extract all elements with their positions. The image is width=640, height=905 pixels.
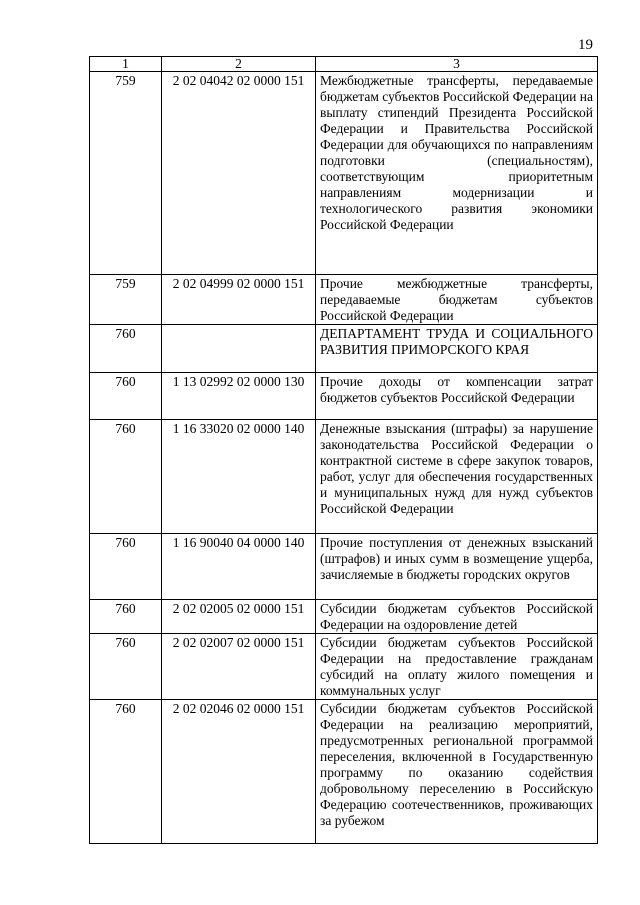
revenue-codes-table — [89, 56, 598, 844]
revenue-name-cell: Прочие доходы от компенсации затрат бюджетов субъектов Российской Федерации — [316, 373, 598, 420]
admin-code-cell: 760 — [90, 534, 162, 600]
admin-code-cell: 760 — [90, 325, 162, 373]
table-row — [90, 325, 598, 373]
admin-code-cell: 760 — [90, 600, 162, 634]
revenue-name-cell: ДЕПАРТАМЕНТ ТРУДА И СОЦИАЛЬНОГО РАЗВИТИЯ ПРИМОРСКОГО КРАЯ — [316, 325, 598, 373]
header-col-3: 3 — [316, 57, 598, 72]
revenue-name-cell: Субсидии бюджетам субъектов Российской Федерации на предоставление гражданам субсидий на оплату жилого помещения и коммунальных услуг — [316, 634, 598, 700]
revenue-code-cell: 2 02 04999 02 0000 151 — [162, 275, 316, 325]
admin-code-cell: 760 — [90, 420, 162, 534]
revenue-code-cell: 2 02 02007 02 0000 151 — [162, 634, 316, 700]
table-row — [90, 373, 598, 420]
revenue-name-cell: Межбюджетные трансферты, передаваемые бюджетам субъектов Российской Федерации на выплату стипендий Президента Российской Федерации и Правительства Российской Федерации для обучающихся по направлениям подготовки (специальностям), соответствующим приоритетным направлениям модернизации и технологического развития экономики Российской Федерации — [316, 72, 598, 275]
revenue-name-cell: Субсидии бюджетам субъектов Российской Федерации на оздоровление детей — [316, 600, 598, 634]
table-row — [90, 534, 598, 600]
revenue-name-cell: Прочие поступления от денежных взысканий (штрафов) и иных сумм в возмещение ущерба, зачисляемые в бюджеты городских округов — [316, 534, 598, 600]
revenue-code-cell: 1 13 02992 02 0000 130 — [162, 373, 316, 420]
header-row — [90, 57, 598, 72]
page-number: 19 — [578, 37, 593, 53]
table-row — [90, 275, 598, 325]
revenue-code-cell: 2 02 02005 02 0000 151 — [162, 600, 316, 634]
table-row — [90, 72, 598, 275]
revenue-code-cell — [162, 325, 316, 373]
admin-code-cell: 759 — [90, 72, 162, 275]
table-row — [90, 420, 598, 534]
admin-code-cell: 760 — [90, 373, 162, 420]
revenue-name-cell: Денежные взыскания (штрафы) за нарушение законодательства Российской Федерации о контрактной системе в сфере закупок товаров, работ, услуг для обеспечения государственных и муниципальных нужд для нужд субъектов Российской Федерации — [316, 420, 598, 534]
revenue-code-cell: 2 02 04042 02 0000 151 — [162, 72, 316, 275]
table-row — [90, 634, 598, 700]
revenue-code-cell: 1 16 90040 04 0000 140 — [162, 534, 316, 600]
admin-code-cell: 759 — [90, 275, 162, 325]
header-col-1: 1 — [90, 57, 162, 72]
header-col-2: 2 — [162, 57, 316, 72]
table-row — [90, 700, 598, 844]
revenue-name-cell: Прочие межбюджетные трансферты, передаваемые бюджетам субъектов Российской Федерации — [316, 275, 598, 325]
admin-code-cell: 760 — [90, 700, 162, 844]
revenue-name-cell: Субсидии бюджетам субъектов Российской Федерации на реализацию мероприятий, предусмотренных региональной программой переселения, включенной в Государственную программу по оказанию содействия добровольному переселению в Российскую Федерацию соотечественников, проживающих за рубежом — [316, 700, 598, 844]
revenue-code-cell: 2 02 02046 02 0000 151 — [162, 700, 316, 844]
revenue-code-cell: 1 16 33020 02 0000 140 — [162, 420, 316, 534]
table-row — [90, 600, 598, 634]
admin-code-cell: 760 — [90, 634, 162, 700]
